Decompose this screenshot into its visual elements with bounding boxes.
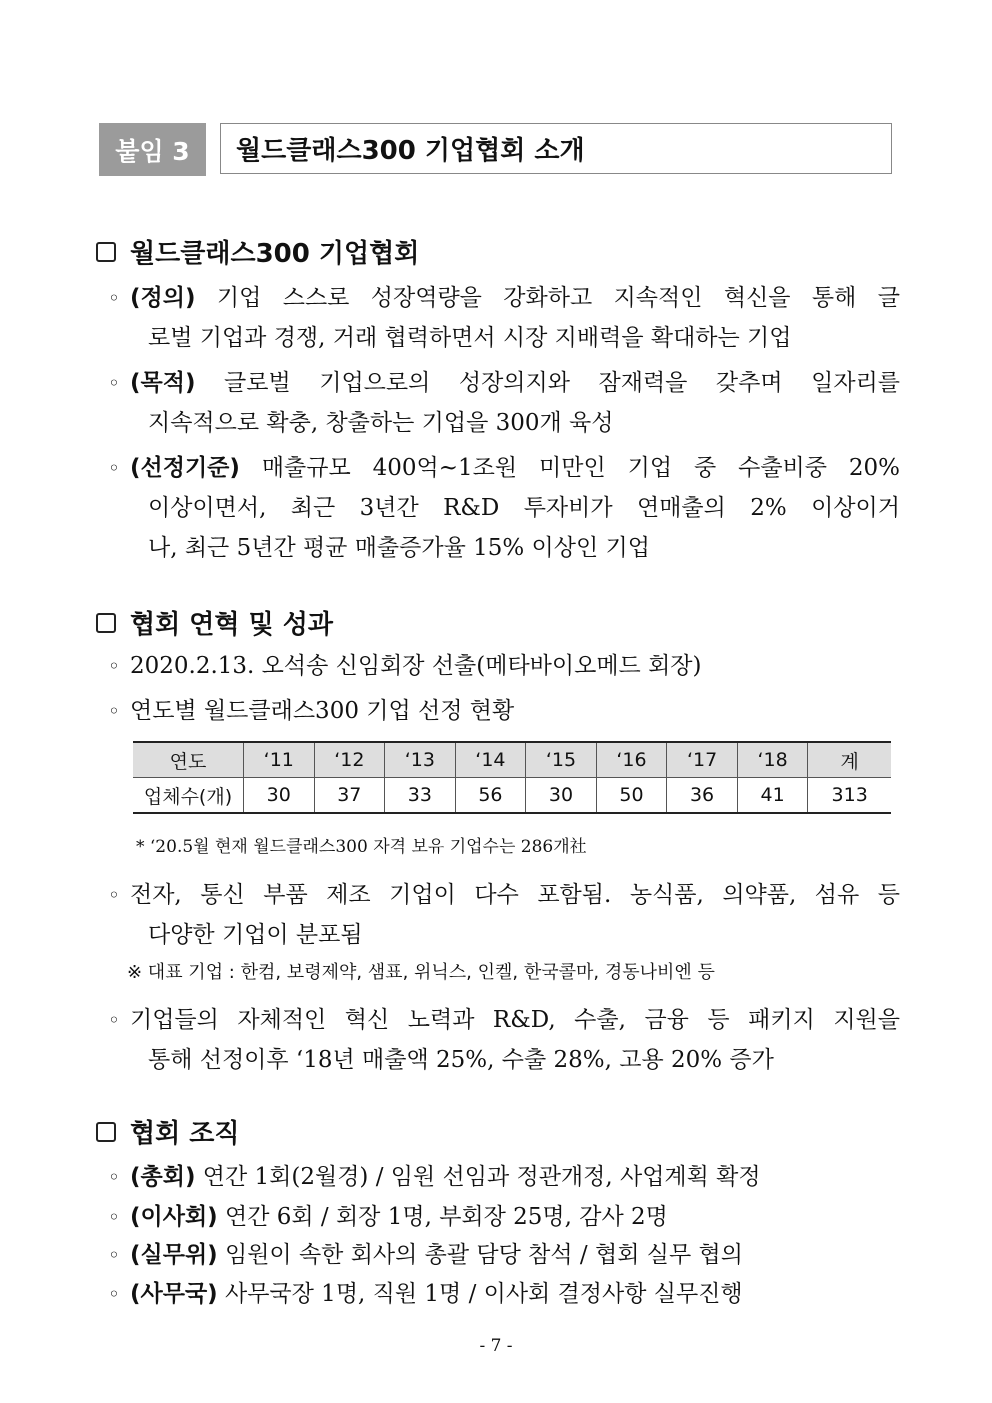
- item-text: 연간 1회(2월경) / 임원 선임과 정관개정, 사업계획 확정: [202, 1164, 761, 1190]
- bullet-icon: ◦: [108, 699, 120, 723]
- item-text: 매출규모 400억~1조원 미만인 기업 중 수출비중 20%: [261, 455, 901, 481]
- item-text-cont: 다양한 기업이 분포됨: [148, 922, 363, 948]
- list-item-performance: [108, 1000, 900, 1080]
- item-text: 기업 스스로 성장역량을 강화하고 지속적인 혁신을 통해 글: [216, 285, 900, 311]
- checkbox-square-icon: [96, 613, 116, 633]
- table-header: ‘11: [244, 742, 315, 778]
- item-label: (사무국): [130, 1281, 218, 1307]
- list-item-definition: [108, 278, 900, 358]
- list-item-board: [108, 1197, 900, 1237]
- item-label: (이사회): [130, 1204, 218, 1230]
- section-heading-organization: [96, 1113, 240, 1150]
- item-text: 2020.2.13. 오석송 신임회장 선출(메타바이오메드 회장): [130, 653, 702, 679]
- table-header: ‘15: [526, 742, 597, 778]
- checkbox-square-icon: [96, 1122, 116, 1142]
- list-item-election: [108, 646, 900, 686]
- item-label: (총회): [130, 1164, 196, 1190]
- selection-table: [133, 741, 891, 814]
- page-title: 월드클래스300 기업협회 소개: [220, 123, 892, 174]
- table-footnote: * ‘20.5월 현재 월드클래스300 자격 보유 기업수는 286개社: [136, 837, 587, 857]
- item-label: (정의): [130, 285, 196, 311]
- item-text: 사무국장 1명, 직원 1명 / 이사회 결정사항 실무진행: [225, 1281, 743, 1307]
- table-cell: 36: [667, 778, 738, 814]
- page-header: [99, 123, 894, 176]
- table-header: 계: [808, 742, 891, 778]
- list-item-industries: [108, 875, 900, 955]
- list-item-working-committee: [108, 1235, 900, 1275]
- item-text-cont: 지속적으로 확충, 창출하는 기업을 300개 육성: [148, 410, 614, 436]
- table-row: [133, 778, 891, 814]
- table-header: ‘18: [737, 742, 808, 778]
- bullet-icon: ◦: [108, 654, 120, 678]
- table-header: ‘13: [385, 742, 456, 778]
- item-label: (목적): [130, 370, 196, 396]
- section-heading-association: [96, 233, 419, 270]
- item-text: 글로벌 기업으로의 성장의지와 잠재력을 갖추며 일자리를: [224, 370, 901, 396]
- bullet-icon: ◦: [108, 1205, 120, 1229]
- list-item-purpose: [108, 363, 900, 443]
- item-text: 연간 6회 / 회장 1명, 부회장 25명, 감사 2명: [225, 1204, 668, 1230]
- list-item-general-meeting: [108, 1157, 900, 1197]
- table-header: 연도: [133, 742, 244, 778]
- item-text: 기업들의 자체적인 혁신 노력과 R&D, 수출, 금융 등 패키지 지원을: [130, 1007, 900, 1033]
- table-cell: 313: [808, 778, 891, 814]
- bullet-icon: ◦: [108, 1165, 120, 1189]
- table-cell: 30: [244, 778, 315, 814]
- bullet-icon: ◦: [108, 1282, 120, 1306]
- table-cell: 37: [314, 778, 385, 814]
- section-title: 협회 조직: [130, 1119, 240, 1149]
- table-header: ‘17: [667, 742, 738, 778]
- bullet-icon: ◦: [108, 371, 120, 395]
- page-number: - 7 -: [479, 1336, 513, 1356]
- table-header-row: [133, 742, 891, 778]
- item-text-cont: 통해 선정이후 ‘18년 매출액 25%, 수출 28%, 고용 20% 증가: [148, 1047, 774, 1073]
- table-cell: 56: [455, 778, 526, 814]
- table-cell: 업체수(개): [133, 778, 244, 814]
- item-text: 연도별 월드클래스300 기업 선정 현황: [130, 698, 515, 724]
- item-text-cont: 로벌 기업과 경쟁, 거래 협력하면서 시장 지배력을 확대하는 기업: [148, 325, 792, 351]
- bullet-icon: ◦: [108, 286, 120, 310]
- table-header: ‘12: [314, 742, 385, 778]
- table-cell: 33: [385, 778, 456, 814]
- table-cell: 41: [737, 778, 808, 814]
- item-text-cont: 나, 최근 5년간 평균 매출증가율 15% 이상인 기업: [148, 535, 650, 561]
- item-text: 전자, 통신 부품 제조 기업이 다수 포함됨. 농식품, 의약품, 섬유 등: [130, 882, 900, 908]
- table-header: ‘16: [596, 742, 667, 778]
- item-text-cont: 이상이면서, 최근 3년간 R&D 투자비가 연매출의 2% 이상이거: [148, 495, 900, 521]
- item-text: 임원이 속한 회사의 총괄 담당 참석 / 협회 실무 협의: [225, 1242, 743, 1268]
- list-item-criteria: [108, 448, 900, 568]
- bullet-icon: ◦: [108, 1008, 120, 1032]
- section-title: 협회 연혁 및 성과: [130, 610, 333, 640]
- bullet-icon: ◦: [108, 883, 120, 907]
- section-heading-history: [96, 604, 333, 641]
- list-item-selection-status: [108, 691, 900, 731]
- representative-companies-note: ※ 대표 기업 : 한컴, 보령제약, 샘표, 위닉스, 인켈, 한국콜마, 경동나비엔 등: [127, 962, 715, 983]
- list-item-secretariat: [108, 1274, 900, 1314]
- bullet-icon: ◦: [108, 456, 120, 480]
- bullet-icon: ◦: [108, 1243, 120, 1267]
- table-cell: 30: [526, 778, 597, 814]
- table-cell: 50: [596, 778, 667, 814]
- table-header: ‘14: [455, 742, 526, 778]
- item-label: (선정기준): [130, 455, 240, 481]
- section-title: 월드클래스300 기업협회: [130, 239, 420, 269]
- checkbox-square-icon: [96, 242, 116, 262]
- item-label: (실무위): [130, 1242, 218, 1268]
- attachment-tag: 붙임 3: [99, 123, 206, 176]
